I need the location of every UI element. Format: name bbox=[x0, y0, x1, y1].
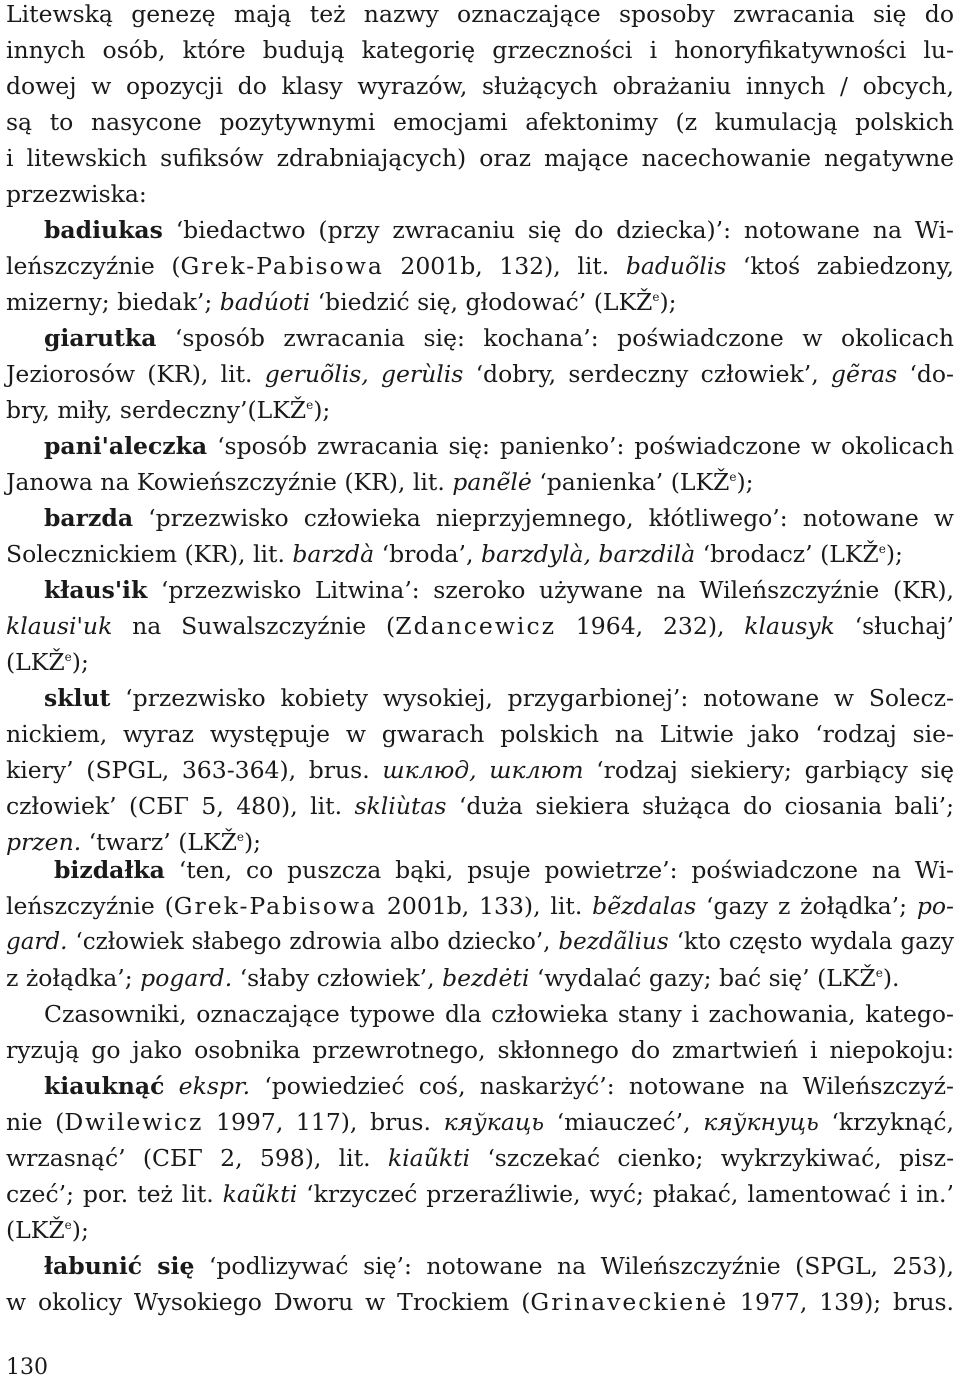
text-line: mizerny; biedak’; badúoti ‘biedzić się, głodować’ (LKŽ$^e$); bbox=[6, 288, 677, 316]
text-line: przen. ‘twarz’ (LKŽ$^e$); bbox=[6, 828, 262, 856]
headword: kiauknąć bbox=[44, 1072, 165, 1100]
text-line: (LKŽ$^e$); bbox=[6, 648, 89, 676]
text-line: ryzują go jako osobnika przewrotnego, skłonnego do zmartwień i niepokoju: bbox=[6, 1036, 954, 1064]
entry-panialeczka: pani'aleczka ‘sposób zwracania się: panienko’: poświadczone w okolicach bbox=[44, 432, 954, 460]
page-number: 130 bbox=[6, 1355, 48, 1380]
text-line: nie (Dwilewicz 1997, 117), brus. кяўкаць ‘miauczeć’, кяўкнуць ‘krzyknąć, bbox=[6, 1108, 955, 1136]
text-line: w okolicy Wysokiego Dworu w Trockiem (Grinaveckienė 1977, 139); brus. bbox=[6, 1288, 954, 1316]
text-line: są to nasycone pozytywnymi emocjami afektonimy (z kumulacją polskich bbox=[6, 108, 954, 136]
headword: barzda bbox=[44, 504, 134, 532]
entry-klausik: kłaus'ik ‘przezwisko Litwina’: szeroko używane na Wileńszczyźnie (KR), bbox=[44, 576, 954, 604]
author-name: Grinaveckienė bbox=[530, 1288, 729, 1316]
text-line: bry, miły, serdeczny’(LKŽ$^e$); bbox=[6, 396, 331, 424]
entry-badiukas: badiukas ‘biedactwo (przy zwracaniu się do dziecka)’: notowane na Wi- bbox=[44, 216, 954, 244]
headword: pani'aleczka bbox=[44, 432, 208, 460]
text-line: Solecznickiem (KR), lit. barzdà ‘broda’, barzdylà, barzdilà ‘brodacz’ (LKŽ$^e$); bbox=[6, 540, 903, 568]
author-name: Dwilewicz bbox=[64, 1108, 204, 1136]
text-line: kiery’ (SPGL, 363-364), brus. шклюд, шклют ‘rodzaj siekiery; garbiący się bbox=[6, 756, 954, 784]
text-line: i litewskich sufiksów zdrabniających) oraz mające nacechowanie negatywne bbox=[6, 144, 954, 172]
entry-labunic-sie: łabunić się ‘podlizywać się’: notowane na Wileńszczyźnie (SPGL, 253), bbox=[44, 1252, 954, 1280]
headword: kłaus'ik bbox=[44, 576, 148, 604]
author-name: Grek-Pabisowa bbox=[180, 252, 384, 280]
text-line: Czasowniki, oznaczające typowe dla człowieka stany i zachowania, katego- bbox=[44, 1000, 954, 1028]
headword: giarutka bbox=[44, 324, 157, 352]
text-line: dowej w opozycji do klasy wyrazów, służących obrażaniu innych / obcych, bbox=[6, 72, 954, 100]
text-line: Jeziorosów (KR), lit. geruõlis, gerùlis ‘dobry, serdeczny człowiek’, gẽras ‘do- bbox=[6, 360, 954, 388]
text-line: leńszczyźnie (Grek-Pabisowa 2001b, 133), lit. bẽzdalas ‘gazy z żołądka’; po- bbox=[6, 892, 954, 920]
text-line: gard. ‘człowiek słabego zdrowia albo dziecko’, bezdãlius ‘kto często wydala gazy bbox=[6, 929, 954, 955]
text-line: przezwiska: bbox=[6, 180, 147, 208]
entry-giarutka: giarutka ‘sposób zwracania się: kochana’: poświadczone w okolicach bbox=[44, 324, 954, 352]
text-line: Janowa na Kowieńszczyźnie (KR), lit. panẽlė ‘panienka’ (LKŽ$^e$); bbox=[6, 468, 754, 496]
entry-barzda: barzda ‘przezwisko człowieka nieprzyjemnego, kłótliwego’: notowane w bbox=[44, 504, 954, 532]
headword: łabunić się bbox=[44, 1252, 195, 1280]
text-line: nickiem, wyraz występuje w gwarach polskich na Litwie jako ‘rodzaj sie- bbox=[6, 720, 954, 748]
author-name: Zdancewicz bbox=[395, 612, 556, 640]
entry-sklut: sklut ‘przezwisko kobiety wysokiej, przygarbionej’: notowane w Solecz- bbox=[44, 684, 954, 712]
author-name: Grek-Pabisowa bbox=[173, 892, 378, 920]
text-line: (LKŽ$^e$); bbox=[6, 1216, 89, 1244]
text-line: innych osób, które budują kategorię grzeczności i honoryfikatywności lu- bbox=[6, 36, 954, 64]
text-line: Litewską genezę mają też nazwy oznaczające sposoby zwracania się do bbox=[6, 0, 954, 28]
headword: badiukas bbox=[44, 216, 163, 244]
entry-bizdalka: bizdałka ‘ten, co puszcza bąki, psuje powietrze’: poświadczone na Wi- bbox=[54, 856, 954, 884]
text-line: leńszczyźnie (Grek-Pabisowa 2001b, 132), lit. baduõlis ‘ktoś zabiedzony, bbox=[6, 252, 954, 280]
text-line: wrzasnąć’ (СБГ 2, 598), lit. kiaũkti ‘szczekać cienko; wykrzykiwać, pisz- bbox=[6, 1144, 955, 1172]
entry-kiauknac: kiauknąć ekspr. ‘powiedzieć coś, naskarżyć’: notowane na Wileńszczyź- bbox=[44, 1072, 954, 1100]
headword: sklut bbox=[44, 684, 111, 712]
text-line: z żołądka’; pogard. ‘słaby człowiek’, bezdėti ‘wydalać gazy; bać się’ (LKŽ$^e$). bbox=[6, 964, 900, 992]
headword: bizdałka bbox=[54, 856, 165, 884]
text-line: klausi'uk na Suwalszczyźnie (Zdancewicz 1964, 232), klausyk ‘słuchaj’ bbox=[6, 612, 954, 640]
text-line: człowiek’ (СБГ 5, 480), lit. skliùtas ‘duża siekiera służąca do ciosania bali’; bbox=[6, 792, 954, 820]
text-line: czeć’; por. też lit. kaũkti ‘krzyczeć przeraźliwie, wyć; płakać, lamentować i in.’ bbox=[6, 1180, 954, 1208]
